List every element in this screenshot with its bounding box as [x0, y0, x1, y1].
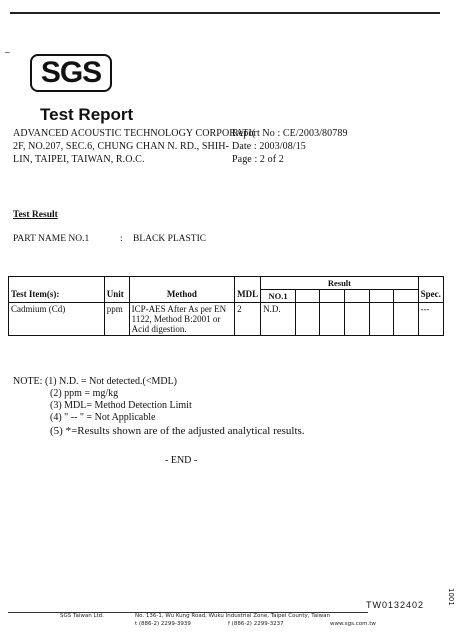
result-table	[8, 276, 444, 336]
th-item: Test Item(s):	[11, 289, 60, 299]
cell-no1: N.D.	[261, 303, 296, 336]
th-spec: Spec.	[420, 289, 441, 299]
footer-address: No. 136-1, Wu Kung Road, Wuku Industrial Zone, Taipei County, Taiwan	[135, 613, 330, 619]
report-date: Date : 2003/08/15	[232, 141, 306, 152]
cell-unit: ppm	[104, 303, 129, 336]
cell-empty	[394, 303, 419, 336]
scan-mark: ~	[4, 48, 11, 57]
note-5: (5) *=Results shown are of the adjusted analytical results.	[50, 425, 305, 437]
end-marker: - END -	[165, 455, 198, 466]
company-name: ADVANCED ACOUSTIC TECHNOLOGY CORPORATI(	[13, 128, 256, 139]
th-empty-6	[394, 290, 419, 303]
th-empty-5	[369, 290, 394, 303]
th-mdl: MDL	[237, 289, 259, 299]
company-address-line2: LIN, TAIPEI, TAIWAN, R.O.C.	[13, 154, 145, 165]
page-title: Test Report	[40, 105, 134, 124]
note-4: (4) " -- " = Not Applicable	[50, 412, 156, 423]
notes	[13, 376, 305, 437]
th-no1: NO.1	[261, 290, 296, 303]
top-rule	[10, 12, 440, 14]
cell-mdl: 2	[235, 303, 261, 336]
part-name-colon: :	[120, 234, 123, 244]
sgs-logo: SGS	[30, 54, 112, 92]
th-spec-cell	[418, 277, 443, 303]
footer-company: SGS Taiwan Ltd.	[60, 613, 104, 619]
method-line: ICP-AES After As per EN	[131, 304, 227, 314]
th-empty-4	[345, 290, 370, 303]
footer-fax: f (886-2) 2299-3237	[228, 621, 284, 627]
cell-item: Cadmium (Cd)	[9, 303, 105, 336]
th-mdl-cell	[235, 277, 261, 303]
th-empty-3	[320, 290, 345, 303]
method-line: Acid digestion.	[131, 324, 187, 334]
reference-number: TW0132402	[366, 600, 425, 610]
note-1: NOTE: (1) N.D. = Not detected.(<MDL)	[13, 376, 178, 387]
th-unit-cell	[104, 277, 129, 303]
page-number: Page : 2 of 2	[232, 154, 284, 165]
footer-web: www.sgs.com.tw	[330, 621, 376, 627]
cell-empty	[320, 303, 345, 336]
th-empty-2	[295, 290, 320, 303]
cell-method	[129, 303, 235, 336]
vertical-code: 1001	[447, 588, 455, 606]
cell-empty	[295, 303, 320, 336]
footer-phone: t (886-2) 2299-3939	[135, 621, 191, 627]
company-address-line1: 2F, NO.207, SEC.6, CHUNG CHAN N. RD., SHIH-	[13, 141, 230, 152]
cell-empty	[369, 303, 394, 336]
th-unit: Unit	[106, 289, 124, 299]
part-name-value: BLACK PLASTIC	[133, 234, 207, 244]
part-name-label: PART NAME NO.1	[13, 234, 90, 244]
th-result: Result	[261, 277, 418, 290]
note-3: (3) MDL= Method Detection Limit	[50, 400, 192, 411]
method-line: 1122, Method B:2001 or	[131, 314, 221, 324]
th-item-cell	[9, 277, 105, 303]
report-number: Report No : CE/2003/80789	[232, 128, 348, 139]
cell-empty	[345, 303, 370, 336]
cell-spec: ---	[418, 303, 443, 336]
section-title: Test Result	[13, 210, 58, 220]
note-2: (2) ppm = mg/kg	[50, 388, 119, 399]
th-method-cell	[129, 277, 235, 303]
table-row	[9, 303, 444, 336]
th-method: Method	[166, 289, 197, 299]
